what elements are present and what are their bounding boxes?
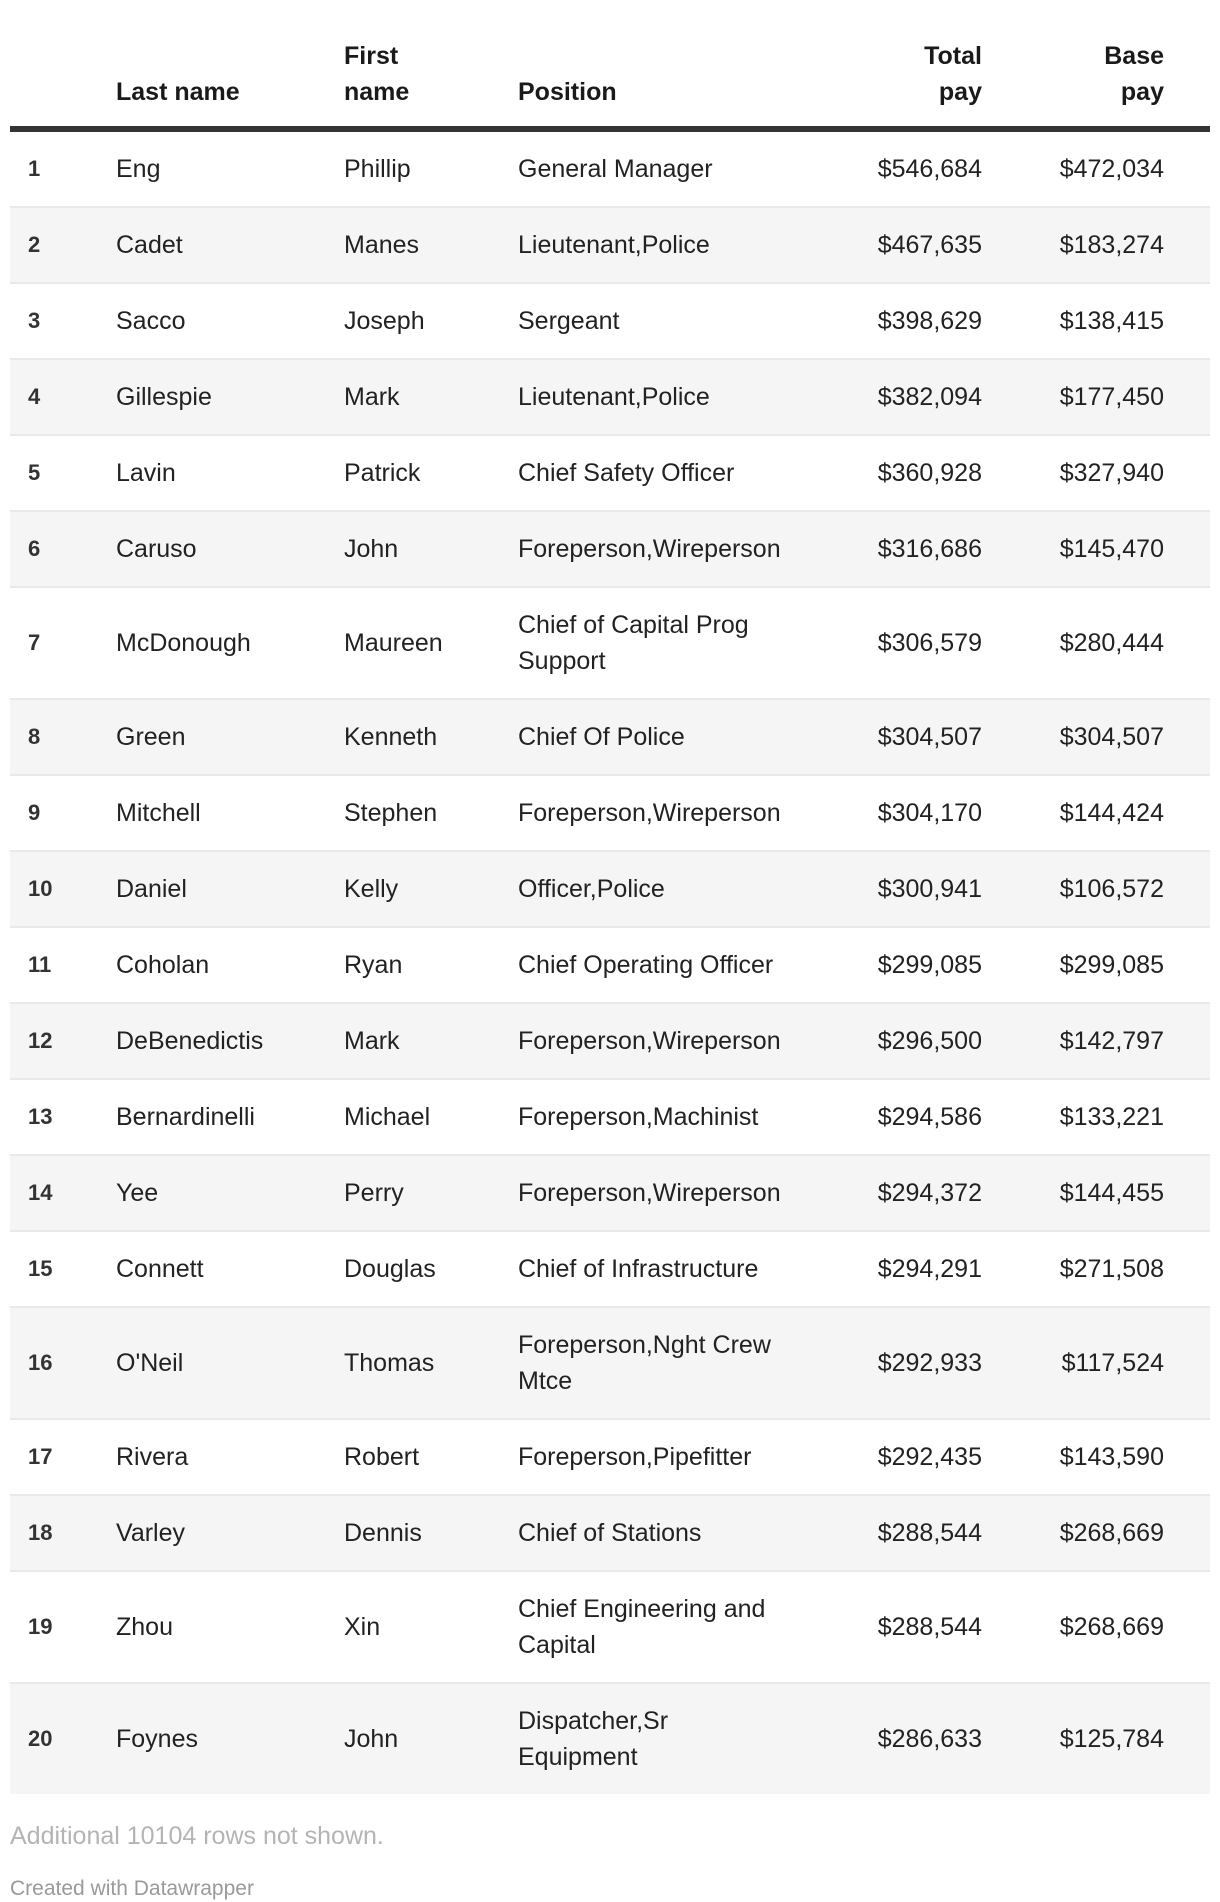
header-row: [10, 0, 1210, 129]
cell-last-name: Caruso: [116, 535, 197, 563]
table-row: [10, 1683, 1210, 1794]
table-row: [10, 283, 1210, 359]
cell-last-name: Lavin: [116, 459, 176, 487]
cell-base-pay: $106,572: [1059, 875, 1164, 903]
cell-total-pay: $292,933: [877, 1349, 982, 1377]
cell-position: Chief Operating Officer: [518, 951, 774, 979]
cell-first-name: Dennis: [344, 1519, 422, 1547]
table-row: [10, 435, 1210, 511]
cell-last-name: Connett: [116, 1255, 204, 1283]
table-row: [10, 927, 1210, 1003]
pay-table: [10, 0, 1210, 1794]
table-row: [10, 1003, 1210, 1079]
cell-first-name: John: [344, 1725, 399, 1753]
cell-total-pay: $360,928: [877, 459, 982, 487]
cell-last-name: Cadet: [116, 231, 183, 259]
cell-last-name: O'Neil: [116, 1349, 184, 1377]
cell-row-number: 7: [28, 630, 41, 655]
col-header-label: Last name: [116, 78, 240, 106]
col-header-label: Total pay: [924, 42, 982, 106]
cell-total-pay: $382,094: [877, 383, 982, 411]
cell-total-pay: $398,629: [877, 307, 982, 335]
table-body: [10, 129, 1210, 1794]
cell-base-pay: $268,669: [1059, 1519, 1164, 1547]
cell-position: Foreperson,Wireperson: [518, 535, 781, 563]
cell-row-number: 1: [28, 156, 41, 181]
cell-base-pay: $183,274: [1059, 231, 1164, 259]
cell-position: General Manager: [518, 155, 713, 183]
table-row: [10, 851, 1210, 927]
cell-row-number: 19: [28, 1614, 53, 1639]
cell-position: Chief of Infrastructure: [518, 1255, 759, 1283]
table-row: [10, 1495, 1210, 1571]
table-row: [10, 775, 1210, 851]
table-row: [10, 1419, 1210, 1495]
cell-row-number: 3: [28, 308, 41, 333]
table-row: [10, 1231, 1210, 1307]
cell-position: Foreperson,Wireperson: [518, 799, 781, 827]
cell-last-name: Daniel: [116, 875, 187, 903]
cell-last-name: Rivera: [116, 1443, 189, 1471]
cell-first-name: Perry: [344, 1179, 404, 1207]
cell-row-number: 17: [28, 1444, 53, 1469]
cell-first-name: Xin: [344, 1613, 381, 1641]
cell-row-number: 16: [28, 1350, 53, 1375]
cell-total-pay: $288,544: [877, 1519, 982, 1547]
col-header-row-number: [10, 0, 98, 129]
rows-not-shown-note: Additional 10104 rows not shown.: [10, 1822, 384, 1850]
table-row: [10, 699, 1210, 775]
cell-base-pay: $117,524: [1061, 1349, 1164, 1377]
cell-total-pay: $316,686: [877, 535, 982, 563]
cell-base-pay: $177,450: [1059, 383, 1164, 411]
datawrapper-credit[interactable]: Created with Datawrapper: [10, 1877, 254, 1900]
cell-total-pay: $546,684: [877, 155, 982, 183]
table-row: [10, 1079, 1210, 1155]
cell-total-pay: $304,507: [877, 723, 982, 751]
cell-base-pay: $144,455: [1059, 1179, 1164, 1207]
cell-total-pay: $292,435: [877, 1443, 982, 1471]
cell-position: Lieutenant,Police: [518, 231, 710, 259]
cell-first-name: Kelly: [344, 875, 399, 903]
cell-row-number: 11: [28, 952, 52, 977]
cell-last-name: Eng: [116, 155, 161, 183]
cell-last-name: DeBenedictis: [116, 1027, 264, 1055]
table-header: [10, 0, 1210, 129]
cell-first-name: Douglas: [344, 1255, 436, 1283]
cell-base-pay: $327,940: [1059, 459, 1164, 487]
cell-total-pay: $306,579: [877, 629, 982, 657]
cell-first-name: Mark: [344, 383, 400, 411]
col-header-label: Base pay: [1104, 42, 1164, 106]
cell-first-name: Maureen: [344, 629, 443, 657]
cell-row-number: 5: [28, 460, 41, 485]
cell-base-pay: $138,415: [1059, 307, 1164, 335]
cell-total-pay: $294,291: [877, 1255, 982, 1283]
cell-row-number: 2: [28, 232, 41, 257]
cell-total-pay: $296,500: [877, 1027, 982, 1055]
cell-base-pay: $143,590: [1059, 1443, 1164, 1471]
cell-row-number: 10: [28, 876, 53, 901]
cell-total-pay: $300,941: [877, 875, 982, 903]
cell-first-name: Robert: [344, 1443, 420, 1471]
cell-first-name: Michael: [344, 1103, 431, 1131]
cell-first-name: Patrick: [344, 459, 421, 487]
cell-base-pay: $133,221: [1059, 1103, 1164, 1131]
cell-row-number: 20: [28, 1726, 53, 1751]
col-header-label: Position: [518, 78, 617, 106]
cell-first-name: Mark: [344, 1027, 400, 1055]
cell-row-number: 18: [28, 1520, 53, 1545]
cell-position: Chief Safety Officer: [518, 459, 735, 487]
table-row: [10, 129, 1210, 207]
cell-row-number: 14: [28, 1180, 53, 1205]
cell-last-name: Sacco: [116, 307, 186, 335]
cell-last-name: Foynes: [116, 1725, 198, 1753]
col-header-last-name: [98, 0, 326, 129]
col-header-label: First name: [344, 42, 410, 106]
cell-base-pay: $125,784: [1059, 1725, 1164, 1753]
cell-total-pay: $467,635: [877, 231, 982, 259]
cell-row-number: 9: [28, 800, 41, 825]
cell-position: Dispatcher,Sr Equipment: [518, 1707, 669, 1771]
cell-total-pay: $294,372: [877, 1179, 982, 1207]
cell-position: Chief of Stations: [518, 1519, 702, 1547]
table-row: [10, 1307, 1210, 1419]
cell-last-name: Mitchell: [116, 799, 201, 827]
cell-base-pay: $304,507: [1059, 723, 1164, 751]
cell-base-pay: $299,085: [1059, 951, 1164, 979]
cell-position: Chief of Capital Prog Support: [518, 611, 749, 675]
cell-last-name: Coholan: [116, 951, 210, 979]
cell-position: Sergeant: [518, 307, 620, 335]
cell-last-name: Gillespie: [116, 383, 212, 411]
cell-position: Lieutenant,Police: [518, 383, 710, 411]
cell-position: Foreperson,Machinist: [518, 1103, 759, 1131]
cell-last-name: Bernardinelli: [116, 1103, 255, 1131]
cell-first-name: Ryan: [344, 951, 403, 979]
cell-first-name: Phillip: [344, 155, 411, 183]
cell-base-pay: $142,797: [1059, 1027, 1164, 1055]
cell-total-pay: $288,544: [877, 1613, 982, 1641]
cell-base-pay: $144,424: [1059, 799, 1164, 827]
cell-last-name: McDonough: [116, 629, 251, 657]
cell-position: Foreperson,Wireperson: [518, 1027, 781, 1055]
col-header-total-pay: [800, 0, 1000, 129]
cell-position: Chief Engineering and Capital: [518, 1595, 766, 1659]
col-header-base-pay: [1000, 0, 1210, 129]
cell-total-pay: $286,633: [877, 1725, 982, 1753]
col-header-position: [500, 0, 800, 129]
cell-position: Foreperson,Wireperson: [518, 1179, 781, 1207]
cell-first-name: Joseph: [344, 307, 425, 335]
cell-position: Foreperson,Pipefitter: [518, 1443, 752, 1471]
table-row: [10, 1571, 1210, 1683]
cell-base-pay: $268,669: [1059, 1613, 1164, 1641]
cell-base-pay: $145,470: [1059, 535, 1164, 563]
cell-row-number: 12: [28, 1028, 53, 1053]
cell-total-pay: $304,170: [877, 799, 982, 827]
cell-position: Officer,Police: [518, 875, 665, 903]
cell-last-name: Varley: [116, 1519, 186, 1547]
table-row: [10, 1155, 1210, 1231]
cell-row-number: 6: [28, 536, 41, 561]
cell-total-pay: $299,085: [877, 951, 982, 979]
cell-last-name: Zhou: [116, 1613, 173, 1641]
cell-row-number: 13: [28, 1104, 53, 1129]
cell-last-name: Green: [116, 723, 186, 751]
col-header-first-name: [326, 0, 500, 129]
cell-first-name: Kenneth: [344, 723, 438, 751]
cell-position: Chief Of Police: [518, 723, 685, 751]
cell-row-number: 8: [28, 724, 41, 749]
table-row: [10, 511, 1210, 587]
cell-first-name: Thomas: [344, 1349, 435, 1377]
table-row: [10, 359, 1210, 435]
cell-first-name: John: [344, 535, 399, 563]
table-row: [10, 587, 1210, 699]
cell-position: Foreperson,Nght Crew Mtce: [518, 1331, 771, 1395]
cell-row-number: 15: [28, 1256, 53, 1281]
cell-row-number: 4: [28, 384, 41, 409]
cell-last-name: Yee: [116, 1179, 159, 1207]
cell-first-name: Stephen: [344, 799, 438, 827]
cell-base-pay: $271,508: [1059, 1255, 1164, 1283]
cell-base-pay: $280,444: [1059, 629, 1164, 657]
cell-total-pay: $294,586: [877, 1103, 982, 1131]
cell-base-pay: $472,034: [1059, 155, 1164, 183]
table-row: [10, 207, 1210, 283]
cell-first-name: Manes: [344, 231, 420, 259]
